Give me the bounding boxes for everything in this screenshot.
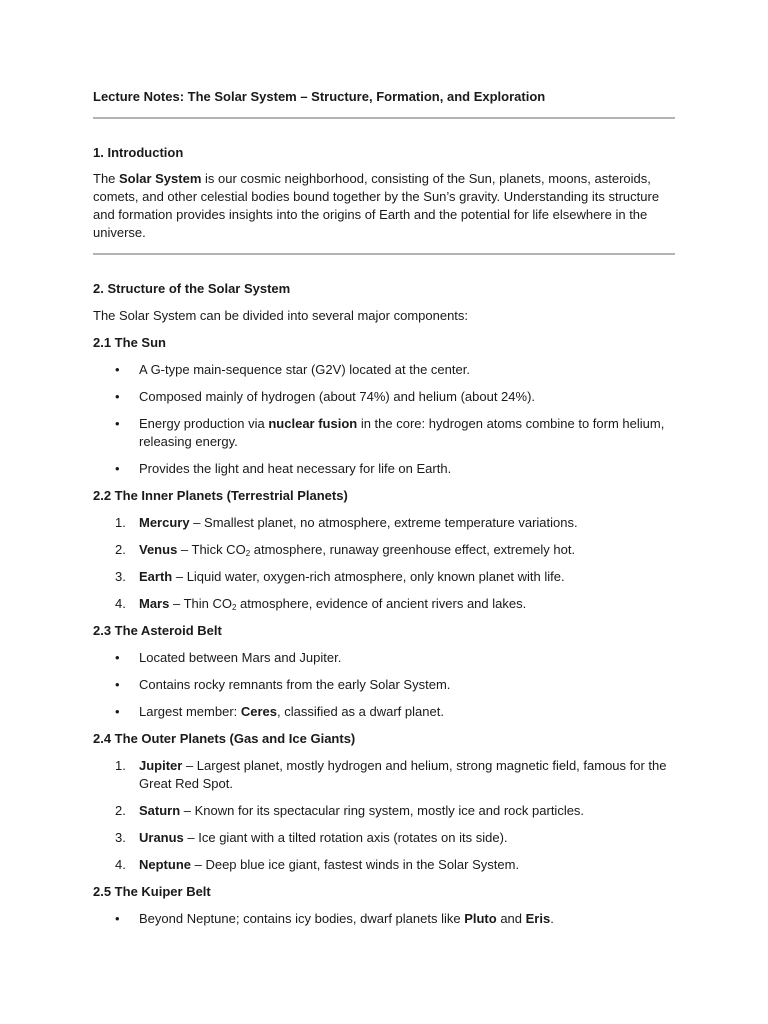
text-run: – Liquid water, oxygen-rich atmosphere, only known planet with life. — [172, 569, 565, 584]
bullet-marker: • — [115, 461, 120, 476]
list-number: 2. — [115, 803, 126, 818]
text-run: – Smallest planet, no atmosphere, extreme temperature variations. — [189, 515, 578, 530]
planet-name: Earth — [139, 569, 173, 584]
bullet-marker: • — [115, 389, 120, 404]
section-divider — [93, 117, 675, 119]
list-number: 1. — [115, 515, 126, 530]
list-item — [93, 703, 675, 721]
bullet-marker: • — [115, 704, 120, 719]
list-item — [93, 910, 675, 928]
text-run: – Ice giant with a tilted rotation axis (rotates on its side). — [183, 830, 508, 845]
list-item — [93, 460, 675, 478]
list-number: 3. — [115, 830, 126, 845]
text-run: – Deep blue ice giant, fastest winds in the Solar System. — [191, 857, 520, 872]
list-number: 2. — [115, 542, 126, 557]
text-run: Energy production via — [139, 416, 269, 431]
bullet-marker: • — [115, 416, 120, 431]
text-run: is our cosmic neighborhood, consisting of the Sun, planets, moons, asteroids, comets, and other celestial bodies bound together by the Sun’s gravity. Understanding its structure and formation provides insights into the origins of Earth and the potential for life elsewhere in the universe. — [93, 171, 660, 240]
planet-name: Venus — [139, 542, 178, 557]
text-run: The — [93, 171, 120, 186]
list-item — [93, 388, 675, 406]
bold-term: Eris — [525, 911, 551, 926]
section-divider — [93, 253, 675, 255]
bullet-marker: • — [115, 677, 120, 692]
text-run: Beyond Neptune; contains icy bodies, dwarf planets like — [139, 911, 465, 926]
outer-planets-list — [93, 757, 675, 874]
planet-name: Jupiter — [139, 758, 183, 773]
section-heading-introduction: 1. Introduction — [93, 145, 184, 160]
subsection-heading-kuiper-belt: 2.5 The Kuiper Belt — [93, 884, 211, 899]
bold-term: Solar System — [119, 171, 202, 186]
list-item — [93, 514, 675, 532]
list-item-text: Provides the light and heat necessary for life on Earth. — [139, 461, 452, 476]
list-item — [93, 361, 675, 379]
subsection-heading-asteroid-belt: 2.3 The Asteroid Belt — [93, 623, 222, 638]
bold-term: Pluto — [464, 911, 497, 926]
text-run: in the core: hydrogen atoms combine to form helium, releasing energy. — [139, 416, 665, 449]
list-item — [93, 541, 675, 559]
text-run: – Thick CO — [177, 542, 246, 557]
bullet-marker: • — [115, 362, 120, 377]
text-run: , classified as a dwarf planet. — [277, 704, 444, 719]
list-item-text: Contains rocky remnants from the early Solar System. — [139, 677, 451, 692]
list-item — [93, 649, 675, 667]
subsection-heading-sun: 2.1 The Sun — [93, 335, 166, 350]
introduction-paragraph — [93, 170, 675, 242]
subscript: 2 — [245, 549, 251, 558]
list-item — [93, 595, 675, 613]
list-item — [93, 802, 675, 820]
structure-lead-paragraph: The Solar System can be divided into several major components: — [93, 308, 469, 323]
list-number: 1. — [115, 758, 126, 773]
text-run: Largest member: — [139, 704, 241, 719]
bold-term: Ceres — [240, 704, 278, 719]
planet-name: Mercury — [139, 515, 190, 530]
text-run: . — [550, 911, 554, 926]
list-number: 4. — [115, 857, 126, 872]
bullet-marker: • — [115, 911, 120, 926]
sun-bullet-list — [93, 361, 675, 478]
planet-name: Uranus — [139, 830, 184, 845]
list-item-text: Composed mainly of hydrogen (about 74%) and helium (about 24%). — [139, 389, 536, 404]
text-run: – Known for its spectacular ring system, mostly ice and rock particles. — [180, 803, 585, 818]
section-heading-structure: 2. Structure of the Solar System — [93, 281, 291, 296]
planet-name: Saturn — [139, 803, 181, 818]
text-run: – Thin CO — [169, 596, 232, 611]
list-item — [93, 856, 675, 874]
document-title: Lecture Notes: The Solar System – Structure, Formation, and Exploration — [93, 89, 546, 104]
list-item — [93, 568, 675, 586]
inner-planets-list — [93, 514, 675, 613]
bold-term: nuclear fusion — [268, 416, 358, 431]
list-number: 4. — [115, 596, 126, 611]
list-number: 3. — [115, 569, 126, 584]
asteroid-bullet-list — [93, 649, 675, 721]
list-item — [93, 757, 675, 793]
planet-name: Neptune — [139, 857, 191, 872]
subsection-heading-outer-planets: 2.4 The Outer Planets (Gas and Ice Giants) — [93, 731, 356, 746]
text-run: atmosphere, runaway greenhouse effect, extremely hot. — [250, 542, 576, 557]
kuiper-bullet-list — [93, 910, 675, 928]
subscript: 2 — [231, 603, 237, 612]
list-item — [93, 676, 675, 694]
text-run: atmosphere, evidence of ancient rivers and lakes. — [236, 596, 527, 611]
subsection-heading-inner-planets: 2.2 The Inner Planets (Terrestrial Planets) — [93, 488, 348, 503]
text-run: and — [496, 911, 526, 926]
list-item — [93, 415, 675, 451]
bullet-marker: • — [115, 650, 120, 665]
list-item-text: Located between Mars and Jupiter. — [139, 650, 342, 665]
planet-name: Mars — [139, 596, 170, 611]
list-item-text: A G-type main-sequence star (G2V) located at the center. — [139, 362, 470, 377]
list-item — [93, 829, 675, 847]
text-run: – Largest planet, mostly hydrogen and helium, strong magnetic field, famous for the Great Red Spot. — [139, 758, 667, 791]
document-page — [93, 86, 675, 928]
